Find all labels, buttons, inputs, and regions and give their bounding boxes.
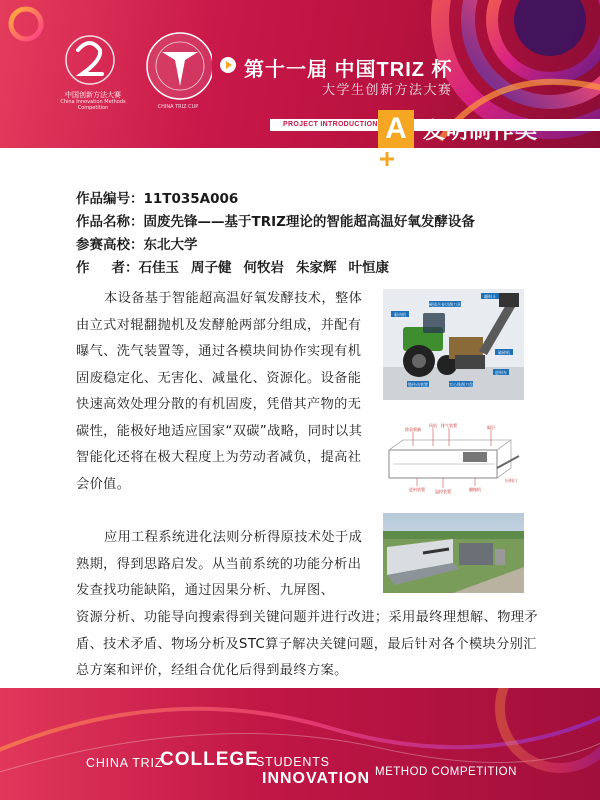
category-letter-badge: A <box>378 110 414 148</box>
fig1-label: 驱动机 <box>394 312 406 317</box>
category-name: 发明制作类 <box>423 119 539 144</box>
logo-right-caption: CHINA TRIZ CUP <box>157 104 199 110</box>
footer-text-students: STUDENTS <box>256 755 330 769</box>
author-name: 朱家辉 <box>296 260 337 276</box>
cross-decoration-icon <box>380 152 394 166</box>
fig1-label: 进料车 <box>495 370 507 375</box>
fig1-label: 破碎机 <box>498 350 510 355</box>
fig1-label: 实心铣削刀盘 <box>449 382 473 387</box>
footer-text-innovation: INNOVATION <box>262 770 371 787</box>
contest-subtitle: 大学生创新方法大赛 <box>322 83 453 98</box>
fig2-label: 进料装置 <box>409 487 425 492</box>
footer-text-china-triz: CHINA TRIZ <box>86 756 164 770</box>
description-paragraph-1: 本设备基于智能超高温好氧发酵技术，整体由立式对辊翻抛机及发酵舱两部分组成，并配有曝气、洗气装置等，通过各模块间协作实现有机固废稳定化、无害化、减量化、资源化。设备能快速高效处理分散的有机固废，凭借其产物的无碳性，能极好地适应国家“双碳”战略，同时以其智能化还将在极大程度上为劳动者减负，提高社会价值。 <box>76 291 363 492</box>
author-name: 何牧岩 <box>243 260 284 276</box>
footer-text-method-competition: METHOD COMPETITION <box>375 766 517 778</box>
fig2-label: 排气装置 <box>441 423 457 428</box>
ring-decoration-icon <box>6 4 46 44</box>
fermentation-cabin-diagram <box>383 420 524 495</box>
section-band-label: PROJECT INTRODUCTION <box>283 121 378 128</box>
fig2-label: 除臭喷淋 <box>405 427 421 432</box>
fig2-label: 风机 <box>429 423 437 428</box>
project-info <box>76 188 475 280</box>
school-name: 东北大学 <box>143 237 198 253</box>
author-name: 周子健 <box>191 260 232 276</box>
school-row: 参赛高校：东北大学 <box>76 237 198 253</box>
header-banner <box>0 0 600 148</box>
triz-seal-icon <box>147 33 212 99</box>
authors-row: 作 者：石佳玉 周子健 何牧岩 朱家辉 叶恒康 <box>76 257 475 280</box>
project-name-row: 作品名称：固废先锋——基于TRIZ理论的智能超高温好氧发酵设备 <box>76 214 475 230</box>
cimc-logo-icon <box>66 36 114 84</box>
fig1-label: 硬质合金切削刀具 <box>429 302 461 307</box>
project-name: 固废先锋——基于TRIZ理论的智能超高温好氧发酵设备 <box>143 214 475 230</box>
fig1-label: 翻料斗 <box>484 294 496 299</box>
project-id-row: 作品编号：11T035A006 <box>76 191 239 207</box>
machine-render-figure <box>383 289 524 400</box>
description-paragraph-2-rest: 资源分析、功能导向搜索得到关键问题并进行改进；采用最终理想解、物理矛盾、技术矛盾、物场分析及STC算子解决关键问题，最后针对各个模块分别汇总方案和评价，经组合优化后得到最终方案。 <box>76 610 538 678</box>
facility-photo <box>383 513 524 593</box>
footer-text-college: COLLEGE <box>160 749 259 770</box>
contest-title: 第十一届 中国TRIZ 杯 <box>244 59 453 81</box>
fig2-label: 隔层 <box>487 425 495 430</box>
play-circle-icon <box>219 56 237 74</box>
author-name: 叶恒康 <box>348 260 389 276</box>
fig2-label: 出料口 <box>505 478 517 483</box>
project-id: 11T035A006 <box>143 191 239 207</box>
author-name: 石佳玉 <box>138 260 179 276</box>
fig2-label: 翻抛机 <box>469 487 481 492</box>
description-paragraph-2-start: 应用工程系统进化法则分析得原技术处于成熟期，得到思路启发。从当前系统的功能分析出发查找功能缺陷，通过因果分析、九屏图、 <box>76 530 363 598</box>
fig2-label: 温控装置 <box>435 489 451 494</box>
logo-left-caption: 中国创新方法大赛 China Innovation Methods Competition <box>60 91 126 112</box>
fig1-label: 链传动装置 <box>408 382 428 387</box>
